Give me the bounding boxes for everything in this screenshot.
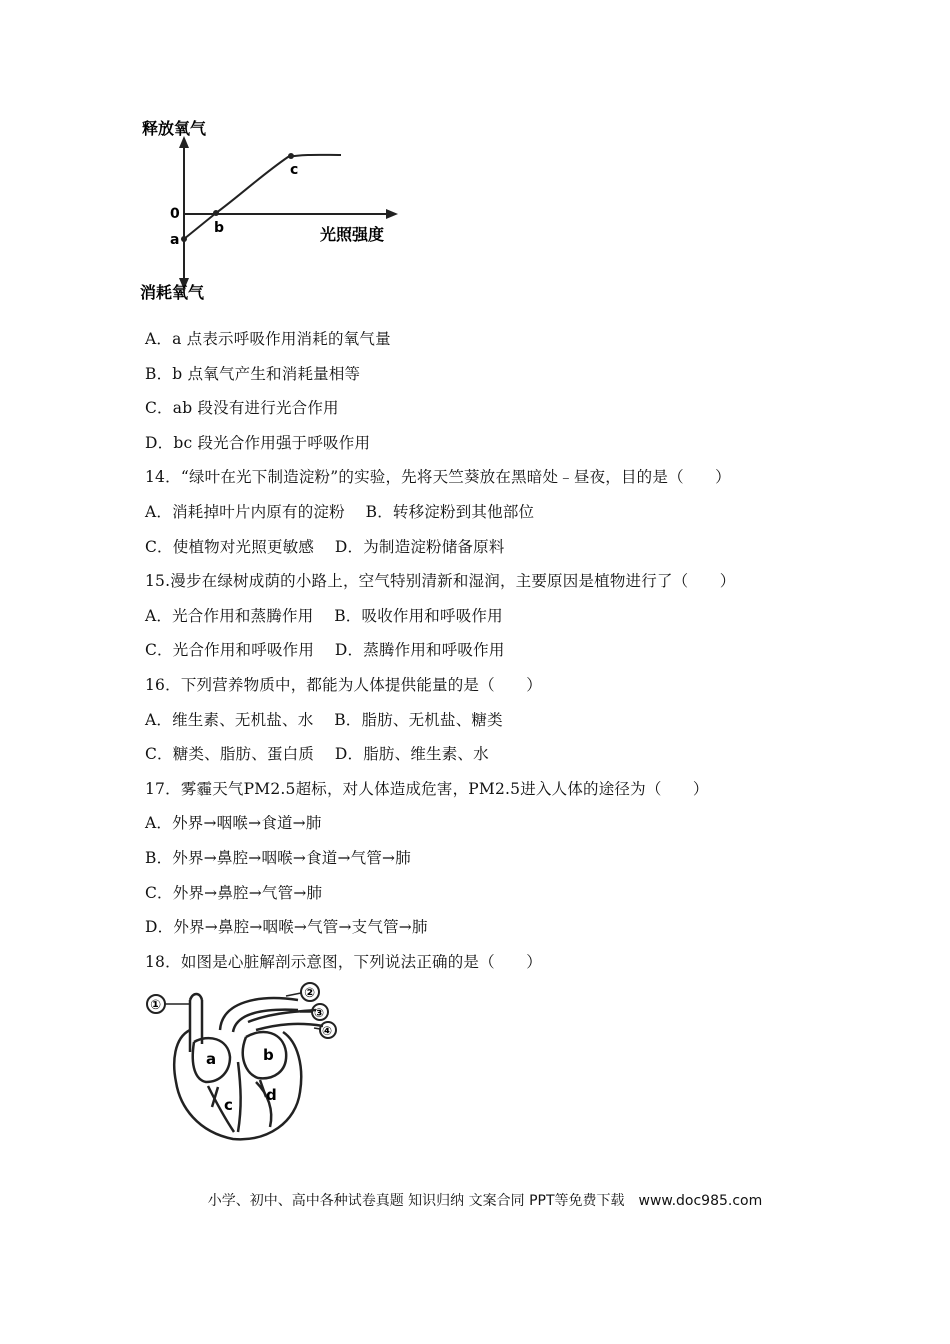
q16-options-row2: C．糖类、脂肪、蛋白质 D．脂肪、维生素、水 [145, 745, 489, 764]
q15-stem: 15.漫步在绿树成荫的小路上，空气特别清新和湿润，主要原因是植物进行了（ ） [145, 572, 736, 591]
y-bottom-label: 消耗氧气 [140, 283, 205, 302]
q15-options-row1: A．光合作用和蒸腾作用 B．吸收作用和呼吸作用 [145, 606, 503, 625]
q13-option-c: C．ab 段没有进行光合作用 [145, 399, 339, 418]
x-axis-label: 光照强度 [320, 225, 385, 244]
heart-label-1: ① [150, 998, 162, 1013]
heart-diagram [138, 982, 348, 1142]
point-c-label: c [290, 162, 299, 178]
origin-label: 0 [170, 206, 180, 222]
oxygen-light-graph [138, 112, 408, 304]
q17-option-a: A．外界→咽喉→食道→肺 [145, 814, 322, 833]
heart-label-2: ② [304, 986, 316, 1001]
q17-option-b: B．外界→鼻腔→咽喉→食道→气管→肺 [145, 848, 411, 867]
q13-option-a: A．a 点表示呼吸作用消耗的氧气量 [145, 330, 391, 348]
q13-option-b: B．b 点氧气产生和消耗量相等 [145, 364, 361, 383]
heart-chamber-c: c [224, 1096, 233, 1114]
heart-label-4: ④ [322, 1024, 333, 1038]
q14-stem: 14．“绿叶在光下制造淀粉”的实验，先将天竺葵放在黑暗处﹣昼夜，目的是（ ） [145, 468, 731, 487]
q17-stem: 17．雾霾天气PM2.5超标，对人体造成危害，PM2.5进入人体的途径为（ ） [145, 779, 709, 798]
point-b-label: b [214, 220, 225, 236]
heart-chamber-d: d [266, 1086, 277, 1104]
question-text [145, 322, 925, 979]
q18-stem: 18．如图是心脏解剖示意图，下列说法正确的是（ ） [145, 952, 542, 971]
q14-options-row2: C．使植物对光照更敏感 D．为制造淀粉储备原料 [145, 537, 505, 556]
q13-option-d: D．bc 段光合作用强于呼吸作用 [145, 433, 371, 452]
footer-text: 小学、初中、高中各种试卷真题 知识归纳 文案合同 PPT等免费下载 www.doc985.com [207, 1193, 763, 1209]
y-top-label: 释放氧气 [142, 119, 207, 138]
heart-chamber-a: a [206, 1050, 217, 1068]
heart-chamber-b: b [263, 1046, 274, 1064]
q15-options-row2: C．光合作用和呼吸作用 D．蒸腾作用和呼吸作用 [145, 641, 505, 660]
q17-option-d: D．外界→鼻腔→咽喉→气管→支气管→肺 [145, 918, 428, 937]
point-a-label: a [170, 232, 180, 248]
q14-options-row1: A．消耗掉叶片内原有的淀粉 B．转移淀粉到其他部位 [145, 502, 535, 521]
q16-stem: 16．下列营养物质中，都能为人体提供能量的是（ ） [145, 675, 542, 694]
q17-option-c: C．外界→鼻腔→气管→肺 [145, 883, 323, 902]
heart-label-3: ③ [314, 1006, 325, 1020]
q16-options-row1: A．维生素、无机盐、水 B．脂肪、无机盐、糖类 [145, 710, 503, 729]
